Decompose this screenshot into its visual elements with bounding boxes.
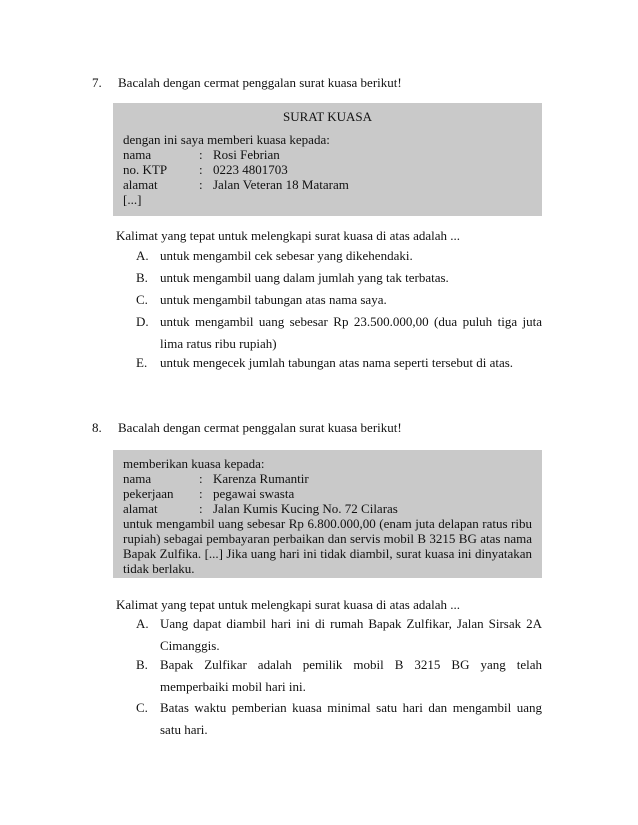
letter-field-row: [123, 177, 532, 192]
field-colon: :: [199, 177, 203, 192]
field-colon: :: [199, 501, 203, 516]
letter-field-row: [123, 501, 532, 516]
field-value: Jalan Kumis Kucing No. 72 Cilaras: [213, 501, 398, 516]
option-text: untuk mengambil cek sebesar yang dikehendaki.: [160, 248, 413, 263]
option-letter: A.: [136, 248, 149, 263]
question-8-letter-box: [113, 450, 542, 578]
letter-field-row: [123, 162, 532, 177]
question-7-text: Kalimat yang tepat untuk melengkapi surat kuasa di atas adalah ...: [116, 228, 461, 243]
option-7e[interactable]: [136, 352, 542, 374]
letter-field-row: [123, 471, 532, 486]
field-value: Karenza Rumantir: [213, 471, 309, 486]
letter-title: SURAT KUASA: [283, 109, 372, 124]
field-value: Rosi Febrian: [213, 147, 280, 162]
field-label: nama: [123, 471, 152, 486]
letter-body: untuk mengambil uang sebesar Rp 6.800.000,00 (enam juta delapan ratus ribu rupiah) sebagai pembayaran perbaikan dan servis mobil B 3215 BG atas nama Bapak Zulfika. [...] Jika uang hari ini tidak diambil, surat kuasa ini dinyatakan tidak berlaku.: [123, 516, 532, 576]
question-8-number: 8.: [92, 420, 102, 435]
field-label: alamat: [123, 501, 158, 516]
option-letter: A.: [136, 616, 149, 631]
letter-field-row: [123, 147, 532, 162]
question-7-number: 7.: [92, 75, 102, 90]
option-text: untuk mengambil uang dalam jumlah yang tak terbatas.: [160, 270, 449, 285]
field-colon: :: [199, 486, 203, 501]
option-text: Uang dapat diambil hari ini di rumah Bapak Zulfikar, Jalan Sirsak 2A Cimanggis.: [160, 616, 542, 653]
option-text: Bapak Zulfikar adalah pemilik mobil B 3215 BG yang telah memperbaiki mobil hari ini.: [160, 657, 542, 694]
field-value: 0223 4801703: [213, 162, 288, 177]
field-label: no. KTP: [123, 162, 168, 177]
option-letter: B.: [136, 657, 148, 672]
option-text: Batas waktu pemberian kuasa minimal satu hari dan mengambil uang satu hari.: [160, 700, 542, 737]
option-text: untuk mengambil tabungan atas nama saya.: [160, 292, 387, 307]
option-8b[interactable]: [136, 654, 542, 698]
option-7a[interactable]: [136, 245, 542, 267]
question-8-prompt: Bacalah dengan cermat penggalan surat kuasa berikut!: [118, 420, 402, 435]
option-letter: C.: [136, 292, 148, 307]
option-7b[interactable]: [136, 267, 542, 289]
field-label: alamat: [123, 177, 158, 192]
option-7d[interactable]: [136, 311, 542, 355]
question-7-prompt: Bacalah dengan cermat penggalan surat kuasa berikut!: [118, 75, 402, 90]
field-value: Jalan Veteran 18 Mataram: [213, 177, 349, 192]
question-8-text: Kalimat yang tepat untuk melengkapi surat kuasa di atas adalah ...: [116, 597, 461, 612]
field-colon: :: [199, 147, 203, 162]
letter-intro: memberikan kuasa kepada:: [123, 456, 265, 471]
option-letter: C.: [136, 700, 148, 715]
option-letter: D.: [136, 314, 149, 329]
option-7c[interactable]: [136, 289, 542, 311]
option-letter: E.: [136, 355, 148, 370]
option-8c[interactable]: [136, 697, 542, 741]
question-7-letter-box: [113, 103, 542, 216]
field-colon: :: [199, 471, 203, 486]
option-letter: B.: [136, 270, 148, 285]
letter-ellipsis: [...]: [123, 192, 142, 207]
field-label: nama: [123, 147, 152, 162]
option-text: untuk mengambil uang sebesar Rp 23.500.000,00 (dua puluh tiga juta lima ratus ribu rupiah): [160, 314, 542, 351]
option-text: untuk mengecek jumlah tabungan atas nama seperti tersebut di atas.: [160, 355, 514, 370]
option-8a[interactable]: [136, 613, 542, 657]
field-label: pekerjaan: [123, 486, 174, 501]
letter-intro: dengan ini saya memberi kuasa kepada:: [123, 132, 330, 147]
field-value: pegawai swasta: [213, 486, 295, 501]
field-colon: :: [199, 162, 203, 177]
letter-field-row: [123, 486, 532, 501]
